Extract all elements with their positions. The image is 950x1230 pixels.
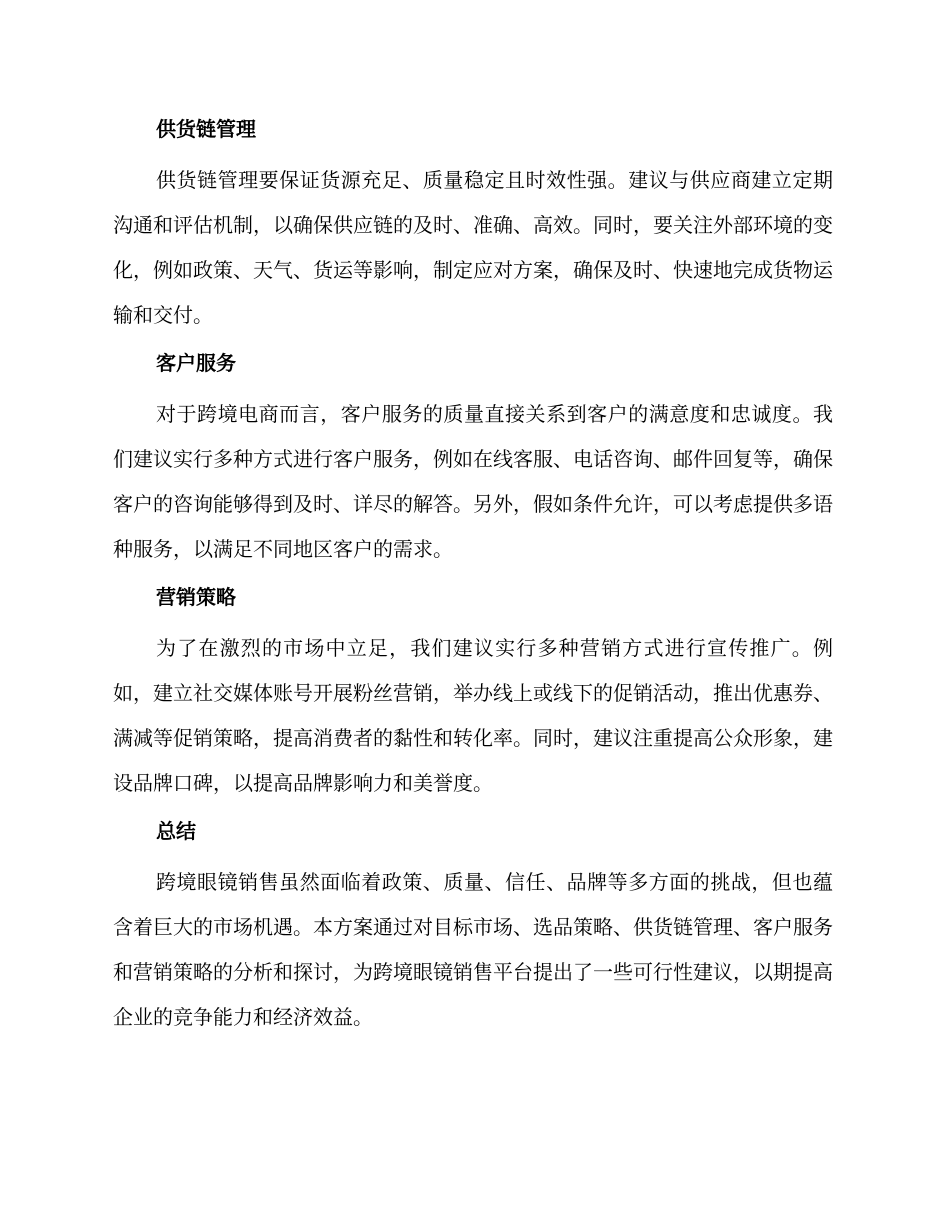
section-paragraph: 跨境眼镜销售虽然面临着政策、质量、信任、品牌等多方面的挑战，但也蕴含着巨大的市场机遇。本方案通过对目标市场、选品策略、供货链管理、客户服务和营销策略的分析和探讨，为跨境眼镜销售平台提出了一些可行性建议，以期提高企业的竞争能力和经济效益。 [113,870,833,1029]
section-paragraph: 为了在激烈的市场中立足，我们建议实行多种营销方式进行宣传推广。例如，建立社交媒体账号开展粉丝营销，举办线上或线下的促销活动，推出优惠券、满减等促销策略，提高消费者的黏性和转化率。同时，建议注重提高公众形象，建设品牌口碑，以提高品牌影响力和美誉度。 [113,636,833,795]
document-page [113,108,833,1044]
section-heading: 客户服务 [156,351,236,375]
section-heading: 供货链管理 [156,117,256,141]
section-marketing-strategy [113,576,833,806]
section-customer-service [113,342,833,572]
section-supply-chain [113,108,833,338]
section-summary [113,810,833,1040]
section-paragraph: 对于跨境电商而言，客户服务的质量直接关系到客户的满意度和忠诚度。我们建议实行多种方式进行客户服务，例如在线客服、电话咨询、邮件回复等，确保客户的咨询能够得到及时、详尽的解答。另外，假如条件允许，可以考虑提供多语种服务，以满足不同地区客户的需求。 [113,402,833,561]
section-heading: 总结 [156,819,196,843]
section-heading: 营销策略 [156,585,236,609]
section-paragraph: 供货链管理要保证货源充足、质量稳定且时效性强。建议与供应商建立定期沟通和评估机制，以确保供应链的及时、准确、高效。同时，要关注外部环境的变化，例如政策、天气、货运等影响，制定应对方案，确保及时、快速地完成货物运输和交付。 [113,168,833,327]
